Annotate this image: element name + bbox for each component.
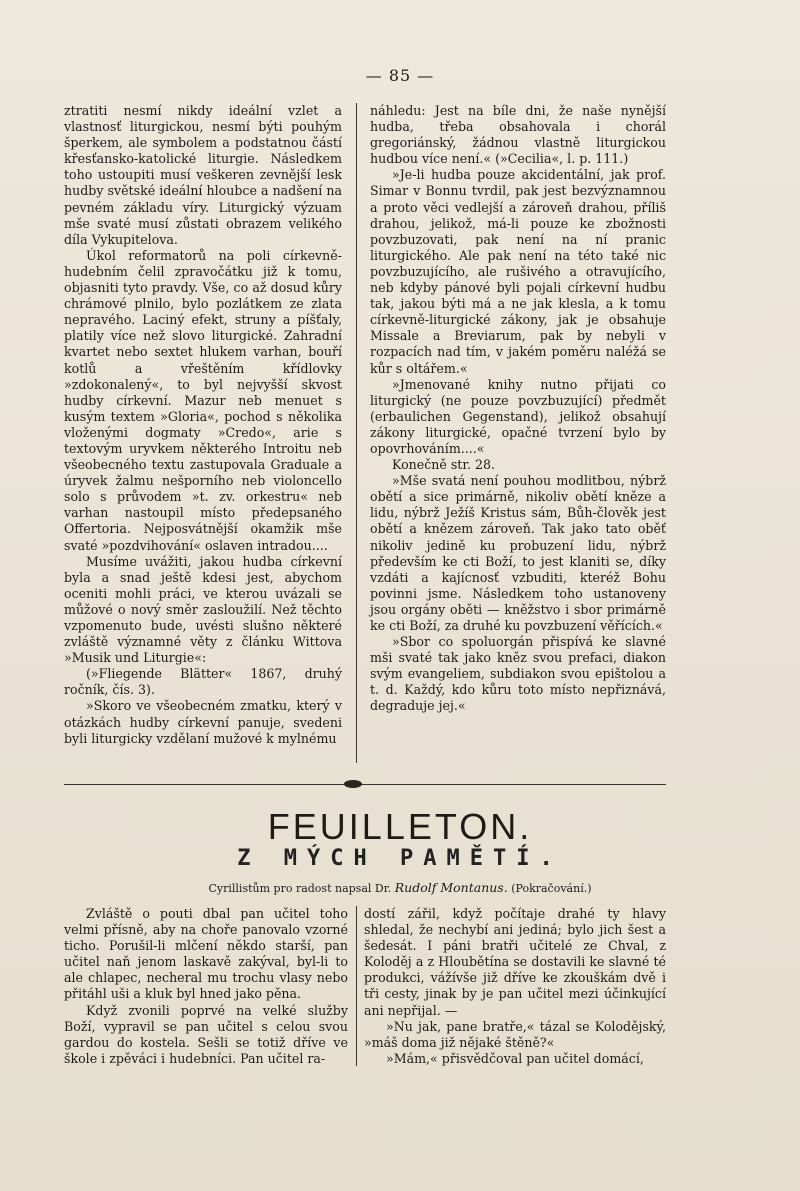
column-left-top bbox=[64, 103, 342, 747]
paragraph: ztratiti nesmí nikdy ideální vzlet a vlastnosť liturgickou, nesmí býti pouhým šperkem, ale symbolem a podstatnou částí křesťansko-katolické liturgie. Následkem toho ustoupiti musí veškeren zevnější lesk hudby světské ideální hloubce a nadšení na pevném základu víry. Liturgický výzuam mše svaté musí zůstati obrazem velikého díla Vykupitelova. bbox=[64, 103, 342, 247]
section-divider bbox=[64, 784, 666, 785]
column-divider bbox=[356, 103, 357, 763]
column-divider bbox=[356, 906, 357, 1066]
byline-prefix: Cyrillistům pro radost napsal Dr. bbox=[208, 882, 392, 895]
paragraph: »Nu jak, pane bratře,« tázal se Kolodějský, »máš doma již nějaké štěně?« bbox=[364, 1018, 666, 1050]
paragraph: »Jmenované knihy nutno přijati co liturgický (ne pouze povzbuzující) předmět (erbaulichen Gegenstand), jelikož obsahují zákony liturgické, opačné tvrzení bylo by opovrhováním....« bbox=[370, 376, 666, 456]
paragraph: Zvláště o pouti dbal pan učitel toho velmi přísně, aby na choře panovalo vzorné ticho. Porušil-li mlčení někdo starší, pan učitel naň jenom laskavě zakýval, byl-li to ale chlapec, necheral mu trochu vlasy nebo přitáhl uši a kluk byl hned jako pěna. bbox=[64, 906, 348, 1002]
byline-author: Rudolf Montanus. bbox=[394, 880, 508, 895]
column-right-top bbox=[370, 103, 666, 715]
paragraph: »Mše svatá není pouhou modlitbou, nýbrž obětí a sice primárně, nikoliv obětí kněze a lidu, nýbrž Ježíš Kristus sám, Bůh-člověk jest obětí a knězem zároveň. Tak jako tato oběť nikoliv jedině ku probuzení lidu, nýbrž především ke cti Boží, to jest klaniti se, díky vzdáti a kajícnosť vzbuditi, kteréž Bohu povinni jsme. Následkem toho ustanoveny jsou orgány oběti — kněžstvo i sbor primárně ke cti Boží, za druhé ku povzbuzení věřících.« bbox=[370, 473, 666, 633]
paragraph: náhledu: Jest na bíle dni, že naše nynější hudba, třeba obsahovala i chorál gregoriánský, žádnou vlastně liturgickou hudbou více není.« (»Cecilia«, l. p. 111.) bbox=[370, 103, 666, 167]
paragraph: »Skoro ve všeobecném zmatku, který v otázkách hudby církevní panuje, svedeni byli liturgicky vzdělaní mužové k mylnému bbox=[64, 698, 342, 746]
paragraph: dostí zářil, když počítaje drahé ty hlavy shledal, že nechybí ani jediná; bylo jich šest a šedesát. I páni bratři učitelé ze Chval, z Koloděj a z Hloubětína se dostavili ke slavné té produkci, vážívše již dříve ke zkouškám dvě i tři cesty, jinak by je pan učitel mezi účinkující ani nepřijal. — bbox=[364, 906, 666, 1018]
paragraph: »Je-li hudba pouze akcidentální, jak prof. Simar v Bonnu tvrdil, pak jest bezvýznamnou a proto věci vedlejší a zároveň drahou, příliš drahou, jelikož, má-li pouze ke zbožnosti povzbuzovati, pak není na ní pranic liturgického. Ale pak není na této také nic povzbuzujícího, ale rušivého a otravujícího, neb kdyby pánové byli pojali církevní hudbu tak, jakou býti má a ne jak klesla, a k tomu církevně-liturgické zákony, jak je obsahuje Missale a Breviarum, pak by nebyli v rozpacích nad tím, v jakém poměru naléžá se kůr s oltářem.« bbox=[370, 167, 666, 376]
divider-ornament-icon bbox=[344, 780, 362, 788]
column-right-bottom bbox=[364, 906, 666, 1067]
paragraph: (»Fliegende Blätter« 1867, druhý ročník, čís. 3). bbox=[64, 666, 342, 698]
paragraph: Konečně str. 28. bbox=[392, 457, 496, 473]
paragraph: Když zvonili poprvé na velké služby Boží, vypravil se pan učitel s celou svou gardou do kostela. Sešli se totiž dříve ve škole i zpěváci i hudebníci. Pan učitel ra- bbox=[64, 1002, 348, 1066]
paragraph: Úkol reformatorů na poli církevně-hudebním čelil zpravočátku již k tomu, objasniti tyto pravdy. Vše, co až dosud kůry chrámové plnilo, bylo pozlátkem ze zlata nepravého. Laciný efekt, struny a píšťaly, platily více než slovo liturgické. Zahradní kvartet nebo sextet hlukem varhan, bouří kotlů a vřeštěním křídlovky »zdokonalený«, to byl nejvyšší skvost hudby církevní. Mazur neb menuet s kusým textem »Gloria«, pochod s několika vloženými dogmaty »Credo«, arie s textovým uryvkem některého Introitu neb všeobecného textu zastupovala Graduale a úryvek žalmu nešporního neb violoncello solo s průvodem »t. zv. orkestru« neb varhan nastoupil místo předepsaného Offertoria. Nejposvátnější okamžik mše svaté »pozdvihování« oslaven intradou.... bbox=[64, 247, 342, 553]
byline-suffix: (Pokračování.) bbox=[511, 882, 592, 895]
page-number: — 85 — bbox=[365, 66, 435, 85]
column-left-bottom bbox=[64, 906, 348, 1067]
paragraph: Musíme uvážiti, jakou hudba církevní byla a snad ještě kdesi jest, abychom oceniti mohli práci, ve kterou uvázali se můžové o nový směr zasloužilí. Než těchto vzpomenuto bude, uvésti slušno některé zvláště významné věty z článku Wittova »Musik und Liturgie«: bbox=[64, 553, 342, 666]
byline bbox=[0, 880, 800, 895]
feuilleton-subtitle: Z MÝCH PAMĚTÍ. bbox=[237, 846, 563, 871]
feuilleton-heading: FEUILLETON. bbox=[267, 806, 533, 847]
paragraph: »Mám,« přisvědčoval pan učitel domácí, bbox=[386, 1050, 644, 1066]
paragraph: »Sbor co spoluorgán přispívá ke slavné mši svaté tak jako kněz svou prefaci, diakon svým evangeliem, subdiakon svou epištolou a t. d. Každý, kdo kůru toto místo nepřiznává, degraduje jej.« bbox=[370, 634, 666, 714]
